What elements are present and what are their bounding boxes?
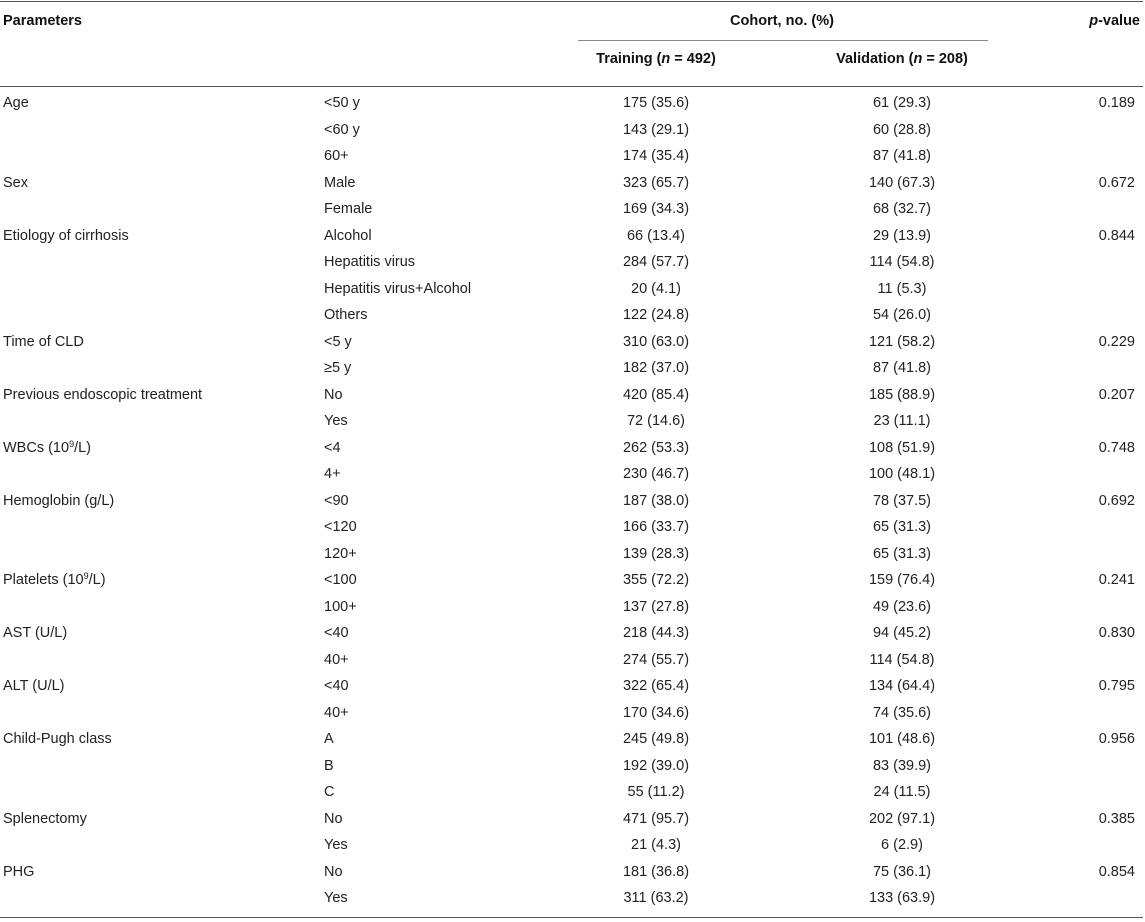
training-n-value: = 492) [670, 51, 716, 67]
cell-training: 471 (95.7) [622, 810, 690, 827]
cell-validation: 61 (29.3) [872, 95, 932, 111]
cell-p-value: 0.795 [1098, 678, 1135, 694]
cell-validation: 54 (26.0) [872, 307, 932, 323]
bottom-rule [0, 917, 1143, 918]
cell-subgroup: A [324, 731, 334, 747]
cell-p-value: 0.692 [1098, 492, 1135, 509]
table-row [0, 649, 1145, 676]
parameter-text: AST (U/L) [3, 625, 68, 641]
cell-subgroup: Female [324, 201, 373, 217]
cell-training: 245 (49.8) [622, 731, 690, 747]
cell-subgroup: Hepatitis virus+Alcohol [324, 280, 472, 297]
table-row [0, 569, 1145, 596]
cell-validation: 101 (48.6) [868, 731, 936, 747]
cell-training: 170 (34.6) [622, 704, 690, 721]
parameter-text: Etiology of cirrhosis [3, 227, 129, 244]
cell-subgroup: Male [324, 174, 356, 191]
cell-validation: 65 (31.3) [872, 545, 932, 562]
p-rest: -value [1098, 13, 1140, 29]
parameter-text: WBCs (10 [3, 439, 70, 456]
validation-n-label: n [913, 51, 923, 67]
cell-validation: 202 (97.1) [868, 810, 936, 827]
cell-subgroup: Yes [324, 413, 348, 429]
cell-parameter [3, 811, 87, 827]
table-row [0, 596, 1145, 623]
cell-validation: 29 (13.9) [872, 227, 932, 244]
header-parameters: Parameters [3, 13, 82, 29]
cell-subgroup: <60 y [324, 121, 360, 138]
cell-validation: 49 (23.6) [872, 598, 932, 615]
cell-parameter [3, 864, 34, 880]
parameter-text: Previous endoscopic treatment [3, 386, 203, 403]
cell-training: 169 (34.3) [622, 201, 690, 217]
parameter-text: Age [3, 95, 29, 111]
cell-subgroup: 4+ [324, 466, 341, 482]
cell-validation: 159 (76.4) [868, 572, 936, 588]
cell-training: 218 (44.3) [622, 625, 690, 641]
cell-parameter [3, 572, 106, 588]
cell-p-value: 0.241 [1098, 572, 1135, 588]
parameter-text: Splenectomy [3, 810, 87, 827]
cell-parameter [3, 678, 65, 694]
cell-training: 21 (4.3) [631, 837, 681, 853]
cell-training: 175 (35.6) [622, 95, 690, 111]
cell-p-value: 0.830 [1098, 625, 1135, 641]
cell-subgroup: <90 [324, 492, 349, 509]
cell-training: 355 (72.2) [622, 572, 690, 588]
cell-validation: 24 (11.5) [873, 784, 931, 800]
cell-training: 311 (63.2) [623, 890, 689, 906]
header-training [580, 51, 732, 67]
cell-parameter [3, 334, 84, 350]
cell-subgroup: C [324, 784, 335, 800]
cell-subgroup: Hepatitis virus [324, 254, 416, 270]
cell-subgroup: 40+ [324, 704, 349, 721]
cell-training: 66 (13.4) [626, 227, 686, 244]
parameter-unit: /L) [88, 572, 106, 588]
cell-training: 122 (24.8) [622, 307, 690, 323]
cell-validation: 60 (28.8) [872, 121, 932, 138]
header-cohort: Cohort, no. (%) [730, 13, 834, 29]
cell-training: 310 (63.0) [622, 333, 690, 350]
table-row [0, 728, 1145, 755]
parameter-text: ALT (U/L) [3, 678, 65, 694]
cell-p-value: 0.844 [1098, 227, 1135, 244]
cell-p-value: 0.956 [1098, 731, 1135, 747]
cell-parameter [3, 731, 112, 747]
cell-training: 20 (4.1) [631, 280, 681, 297]
table-row [0, 490, 1145, 517]
table-row [0, 198, 1145, 225]
cell-parameter [3, 175, 28, 191]
cell-validation: 23 (11.1) [873, 413, 931, 429]
table-body [0, 92, 1145, 914]
cell-subgroup: Others [324, 307, 368, 323]
cell-parameter [3, 228, 129, 244]
p-italic: p [1089, 13, 1099, 29]
table-row [0, 622, 1145, 649]
cell-parameter [3, 440, 91, 456]
table-row [0, 92, 1145, 119]
cell-training: 72 (14.6) [626, 413, 686, 429]
cell-parameter [3, 625, 67, 641]
cell-subgroup: Alcohol [324, 227, 372, 244]
header-p-value [1089, 13, 1140, 29]
table-row [0, 331, 1145, 358]
parameter-superscript: 9 [83, 571, 89, 581]
cohort-rule [578, 40, 988, 41]
cell-validation: 68 (32.7) [872, 201, 932, 217]
parameter-text: Hemoglobin (g/L) [3, 492, 115, 509]
table-row [0, 834, 1145, 861]
cell-subgroup: No [324, 386, 343, 403]
parameter-text: Child-Pugh class [3, 731, 112, 747]
parameter-text: Sex [3, 174, 28, 191]
table-row [0, 861, 1145, 888]
validation-prefix: Validation ( [836, 51, 914, 67]
cell-parameter [3, 387, 202, 403]
cell-subgroup: ≥5 y [324, 360, 352, 376]
table-row [0, 808, 1145, 835]
cell-training: 55 (11.2) [627, 784, 685, 800]
cell-training: 274 (55.7) [622, 651, 690, 668]
validation-n-value: = 208) [922, 51, 968, 67]
cell-subgroup: <5 y [324, 333, 352, 350]
cell-subgroup: 60+ [324, 148, 349, 164]
cell-parameter [3, 95, 29, 111]
cell-training: 187 (38.0) [622, 492, 690, 509]
cell-validation: 75 (36.1) [872, 863, 932, 880]
cell-validation: 133 (63.9) [868, 890, 936, 906]
table-row [0, 463, 1145, 490]
cell-validation: 11 (5.3) [877, 280, 927, 297]
cell-validation: 114 (54.8) [869, 254, 935, 270]
cell-subgroup: <4 [324, 439, 341, 456]
training-n-label: n [661, 51, 671, 67]
cell-training: 262 (53.3) [622, 439, 690, 456]
cell-validation: 83 (39.9) [872, 757, 932, 774]
table-row [0, 755, 1145, 782]
cell-validation: 6 (2.9) [881, 837, 923, 853]
table-row [0, 781, 1145, 808]
cell-subgroup: No [324, 810, 343, 827]
table-row [0, 225, 1145, 252]
cell-training: 166 (33.7) [622, 519, 690, 535]
table-row [0, 516, 1145, 543]
table-row [0, 357, 1145, 384]
cell-validation: 74 (35.6) [872, 704, 932, 721]
cell-validation: 87 (41.8) [872, 148, 932, 164]
training-prefix: Training ( [596, 51, 662, 67]
table-row [0, 304, 1145, 331]
cell-validation: 140 (67.3) [868, 174, 936, 191]
cell-p-value: 0.854 [1098, 863, 1135, 880]
table-row [0, 251, 1145, 278]
cell-validation: 78 (37.5) [872, 492, 932, 509]
cell-parameter [3, 493, 114, 509]
cell-validation: 94 (45.2) [872, 625, 932, 641]
cell-subgroup: <100 [324, 572, 357, 588]
cell-subgroup: 40+ [324, 651, 349, 668]
header-rule [0, 86, 1143, 87]
cell-training: 174 (35.4) [622, 148, 690, 164]
cell-training: 137 (27.8) [622, 598, 690, 615]
cell-training: 139 (28.3) [622, 545, 690, 562]
cell-training: 181 (36.8) [622, 863, 690, 880]
table-row [0, 384, 1145, 411]
cell-p-value: 0.207 [1098, 386, 1135, 403]
header-validation [820, 51, 984, 67]
parameter-text: PHG [3, 863, 35, 880]
cell-subgroup: 100+ [324, 598, 357, 615]
cell-training: 420 (85.4) [622, 386, 690, 403]
table-row [0, 145, 1145, 172]
cell-validation: 108 (51.9) [868, 439, 936, 456]
cell-training: 192 (39.0) [622, 757, 690, 774]
cell-validation: 87 (41.8) [872, 360, 932, 376]
cell-p-value: 0.672 [1098, 174, 1135, 191]
table-row [0, 119, 1145, 146]
cell-subgroup: Yes [324, 837, 348, 853]
table-row [0, 887, 1145, 914]
table-row [0, 702, 1145, 729]
cell-validation: 65 (31.3) [872, 519, 932, 535]
cell-training: 230 (46.7) [622, 466, 690, 482]
cell-training: 284 (57.7) [622, 254, 690, 270]
cell-validation: 100 (48.1) [868, 466, 936, 482]
cell-subgroup: <40 [324, 625, 349, 641]
cell-subgroup: Yes [324, 890, 348, 906]
cell-validation: 185 (88.9) [868, 386, 936, 403]
table-row [0, 410, 1145, 437]
table-row [0, 543, 1145, 570]
table-row [0, 172, 1145, 199]
cell-training: 182 (37.0) [622, 360, 690, 376]
cell-subgroup: <50 y [324, 95, 360, 111]
cell-validation: 134 (64.4) [868, 678, 936, 694]
cell-subgroup: No [324, 863, 343, 880]
cell-training: 322 (65.4) [622, 678, 690, 694]
cell-subgroup: <120 [324, 519, 357, 535]
parameter-text: Time of CLD [3, 333, 84, 350]
top-rule [0, 1, 1143, 2]
table-row [0, 278, 1145, 305]
cell-p-value: 0.385 [1098, 810, 1135, 827]
parameter-superscript: 9 [69, 438, 75, 449]
cell-subgroup: 120+ [324, 545, 357, 562]
cell-subgroup: B [324, 757, 334, 774]
table-row [0, 675, 1145, 702]
cell-p-value: 0.189 [1098, 95, 1135, 111]
parameter-text: Platelets (10 [3, 572, 84, 588]
parameter-unit: /L) [74, 439, 92, 456]
cell-validation: 114 (54.8) [869, 651, 935, 668]
cell-training: 143 (29.1) [622, 121, 690, 138]
cell-p-value: 0.229 [1098, 333, 1135, 350]
cell-subgroup: <40 [324, 678, 349, 694]
cell-training: 323 (65.7) [622, 174, 690, 191]
table-row [0, 437, 1145, 464]
cell-p-value: 0.748 [1098, 439, 1135, 456]
cell-validation: 121 (58.2) [868, 333, 936, 350]
